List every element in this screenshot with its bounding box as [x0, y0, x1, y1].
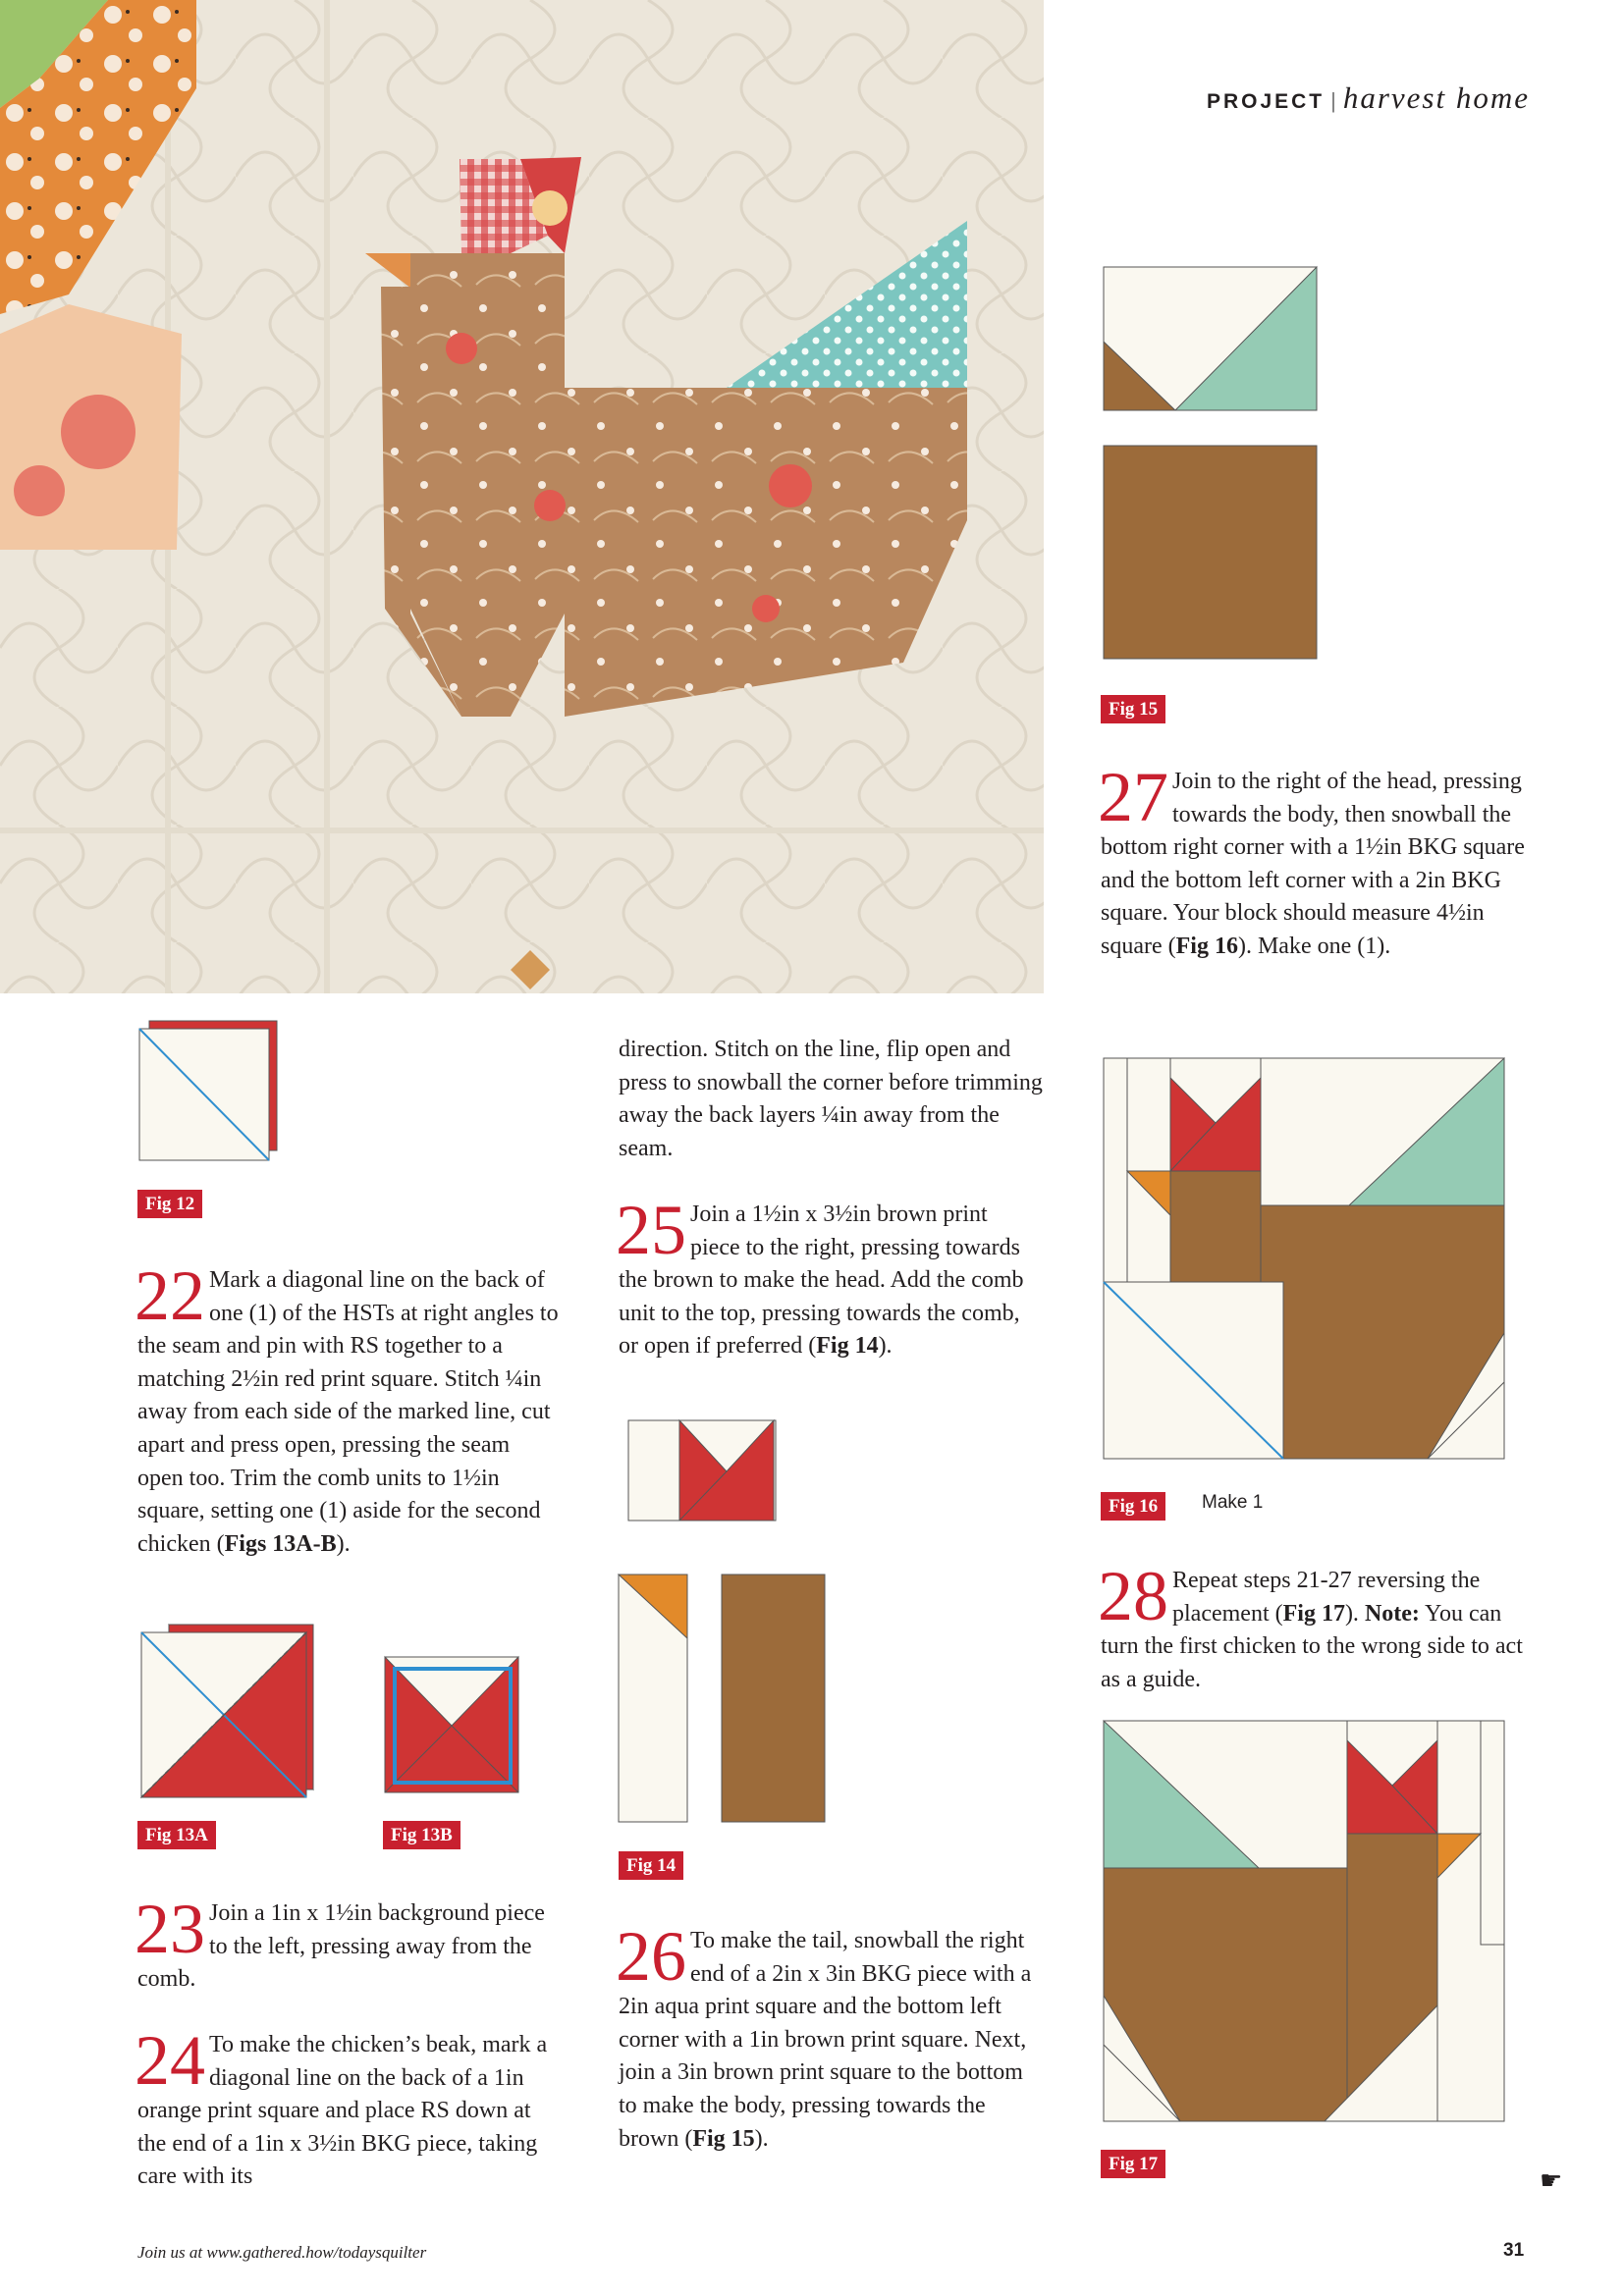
page-number: 31: [1503, 2240, 1525, 2261]
fig16-diagram: [1104, 1058, 1506, 1461]
step-28-bold: Fig 17: [1282, 1600, 1345, 1627]
step-26-after: ).: [754, 2125, 769, 2152]
fig16-note: Make 1: [1202, 1492, 1264, 1513]
header-separator: |: [1330, 88, 1337, 113]
fig17-label: Fig 17: [1101, 2150, 1165, 2178]
step-24-number: 24: [135, 2021, 205, 2100]
step-28-after: You can turn the first chicken to the wrong side to act as a guide.: [1101, 1600, 1523, 1692]
step-23-number: 23: [135, 1890, 205, 1968]
fig13a-diagram: [141, 1625, 318, 1801]
step-26-text: To make the tail, snowball the right end of a 2in x 3in BKG piece with a 2in aqua print square and the bottom left corner with a 1in brown print square. Next, join a 3in brown print square to the bottom to make the body, pressing towards the brown (: [619, 1928, 1032, 2152]
step-28: [1098, 1557, 1529, 1696]
header-title: harvest home: [1342, 80, 1530, 115]
step-24: [135, 2021, 560, 2194]
fig13b-label: Fig 13B: [383, 1821, 460, 1849]
fig15-diagram: [1104, 267, 1320, 660]
step-22-text: Mark a diagonal line on the back of one (1) of the HSTs at right angles to the seam and pin with RS together to a matching 2½in red print square. Stitch ¼in away from each side of the marked line, cut apart and press open, pressing the seam open too. Trim the comb units to 1½in square, setting one (1) aside for the second chicken (: [137, 1267, 559, 1557]
step-26: [616, 1917, 1043, 2156]
step-27: [1098, 758, 1529, 964]
footer-text: Join us at www.gathered.how/todaysquilter: [137, 2243, 427, 2262]
header-section: PROJECT: [1206, 90, 1326, 113]
step-24-text: To make the chicken’s beak, mark a diagonal line on the back of a 1in orange print square and place RS down at the end of a 1in x 3½in BKG piece, taking care with its: [137, 2032, 548, 2190]
step-25-after: ).: [878, 1333, 893, 1360]
step-27-bold: Fig 16: [1175, 933, 1238, 959]
fig14-diagram: [628, 1420, 844, 1823]
step-25-number: 25: [616, 1191, 686, 1269]
fig13b-diagram: [385, 1657, 520, 1794]
step-27-text: Join to the right of the head, pressing towards the body, then snowball the bottom right corner with a 1½in BKG square and the bottom left corner with a 2in BKG square. Your block should measure 4½in square (: [1101, 769, 1525, 959]
step-22-after: ).: [336, 1530, 351, 1557]
step-22-bold: Figs 13A-B: [224, 1530, 337, 1557]
step-26-bold: Fig 15: [692, 2125, 755, 2152]
step-25-text: Join a 1½in x 3½in brown print piece to the right, pressing towards the brown to make the head. Add the comb unit to the top, pressing towards the comb, or open if preferred (: [619, 1201, 1024, 1360]
fig12-diagram: [139, 1021, 277, 1163]
quilt-photo: [0, 0, 1044, 993]
step-23-text: Join a 1in x 1½in background piece to the left, pressing away from the comb.: [137, 1900, 545, 1993]
fig15-label: Fig 15: [1101, 695, 1165, 723]
fig13a-label: Fig 13A: [137, 1821, 216, 1849]
step-22-number: 22: [135, 1256, 205, 1335]
fig14-label: Fig 14: [619, 1851, 683, 1880]
pointing-hand-icon: ☛: [1540, 2166, 1563, 2196]
step-27-after: ). Make one (1).: [1237, 933, 1391, 959]
step-24-continued: direction. Stitch on the line, flip open and press to snowball the corner before trimming away the back layers ¼in away from the seam.: [619, 1037, 1043, 1161]
step-28-mid: ).: [1344, 1600, 1365, 1627]
fig16-label: Fig 16: [1101, 1492, 1165, 1521]
step-28-note-label: Note:: [1364, 1600, 1420, 1627]
step-27-number: 27: [1098, 758, 1168, 836]
step-26-number: 26: [616, 1917, 686, 1996]
step-28-number: 28: [1098, 1557, 1168, 1635]
step-23: [135, 1890, 560, 1997]
running-header: [1207, 80, 1530, 116]
step-28-text: Repeat steps 21-27 reversing the placement (: [1172, 1568, 1481, 1627]
step-25: [616, 1191, 1043, 1363]
fig12-label: Fig 12: [137, 1190, 202, 1218]
step-25-bold: Fig 14: [816, 1333, 879, 1360]
step-22: [135, 1256, 560, 1561]
fig17-diagram: [1104, 1721, 1506, 2123]
